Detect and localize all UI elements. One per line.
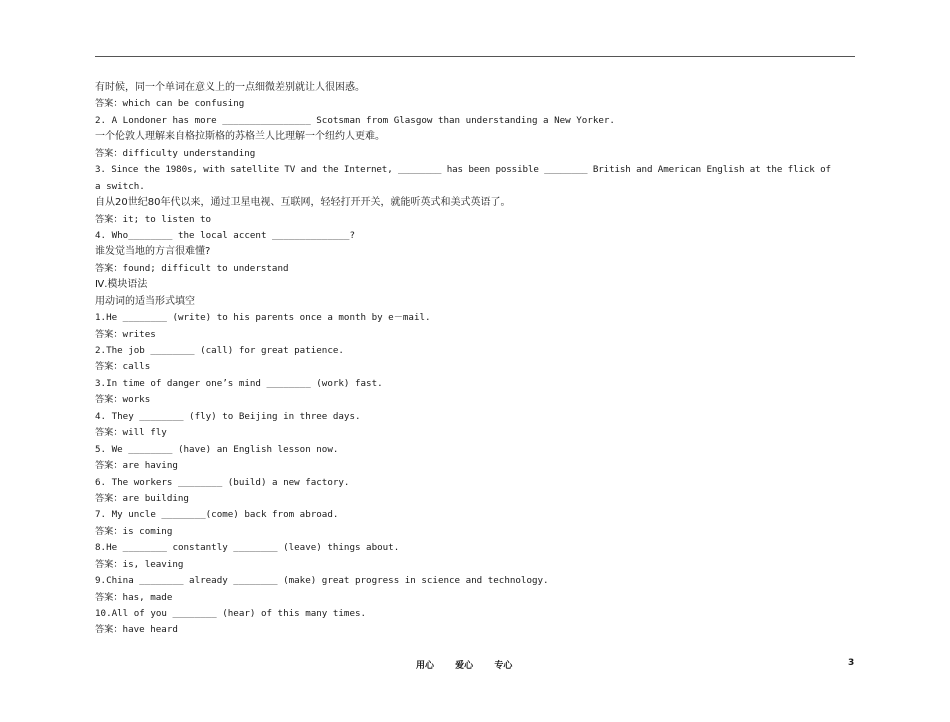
translation-line: 一个伦敦人理解来自格拉斯格的苏格兰人比理解一个纽约人更难。	[95, 131, 385, 143]
answer-line: 答案：which can be confusing	[95, 98, 245, 110]
answer-line: 答案：writes	[95, 328, 156, 340]
translation-line: 谁发觉当地的方言很难懂?	[95, 246, 211, 258]
document-body	[95, 80, 855, 639]
page-footer	[0, 658, 950, 672]
question-line: 3. Since the 1980s, with satellite TV and the Internet, ________ has been possible ________ British and American English at the flick of	[95, 164, 831, 176]
page-number: 3	[848, 658, 855, 668]
question-line: 2. A Londoner has more ________________ Scotsman from Glasgow than understanding a New Yorker.	[95, 114, 615, 126]
answer-line: 答案：found; difficult to understand	[95, 262, 289, 274]
answer-line: 答案：calls	[95, 361, 151, 373]
answer-line: 答案：are having	[95, 460, 178, 472]
translation-line: 自从20世纪80年代以来，通过卫星电视、互联网，轻轻打开开关，就能听英式和美式英语了。	[95, 197, 511, 209]
answer-line: 答案：will fly	[95, 427, 167, 439]
footer-slogan	[416, 658, 530, 671]
answer-line: 答案：it; to listen to	[95, 213, 212, 225]
answer-line: 答案：has, made	[95, 591, 173, 603]
header-rule	[95, 56, 855, 57]
answer-line: 答案：are building	[95, 492, 189, 504]
answer-line: 答案：have heard	[95, 624, 178, 636]
question-line: 4. Who________ the local accent ______________?	[95, 229, 355, 241]
section-instruction: 用动词的适当形式填空	[95, 295, 195, 307]
answer-line: 答案：works	[95, 394, 151, 406]
exercise-line: 1.He ________ (write) to his parents once a month by e－mail.	[95, 312, 431, 324]
exercise-line: 6. The workers ________ (build) a new factory.	[95, 476, 350, 488]
footer-word: 专心	[494, 661, 513, 671]
answer-line: 答案：is coming	[95, 525, 173, 537]
exercise-line: 9.China ________ already ________ (make) great progress in science and technology.	[95, 575, 549, 587]
exercise-line: 2.The job ________ (call) for great patience.	[95, 345, 344, 356]
exercise-line: 5. We ________ (have) an English lesson now.	[95, 443, 339, 455]
footer-word: 用心	[416, 661, 435, 671]
footer-word: 爱心	[455, 661, 474, 671]
exercise-line: 8.He ________ constantly ________ (leave) things about.	[95, 542, 400, 554]
question-line-continued: a switch.	[95, 180, 145, 192]
section-heading: Ⅳ.模块语法	[95, 279, 148, 291]
answer-line: 答案：is, leaving	[95, 558, 184, 570]
text-line: 有时候，同一个单词在意义上的一点细微差别就让人很困惑。	[95, 82, 365, 93]
exercise-line: 4. They ________ (fly) to Beijing in three days.	[95, 410, 361, 422]
exercise-line: 3.In time of danger one’s mind ________ (work) fast.	[95, 377, 383, 389]
exercise-line: 10.All of you ________ (hear) of this many times.	[95, 608, 367, 619]
exercise-line: 7. My uncle ________(come) back from abroad.	[95, 509, 339, 521]
answer-line: 答案：difficulty understanding	[95, 147, 256, 159]
